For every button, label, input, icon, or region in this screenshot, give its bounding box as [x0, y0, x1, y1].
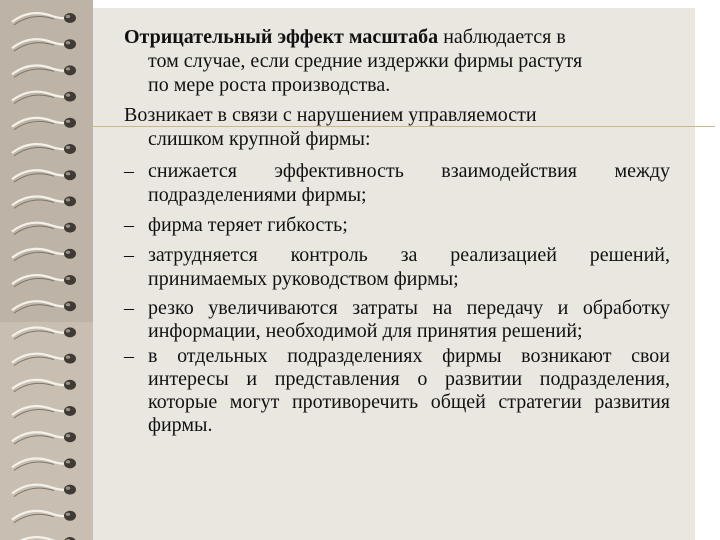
spiral-coil [12, 249, 76, 261]
spiral-coil [12, 406, 76, 418]
list-item-text: в отдельных подразделениях фирмы возникают свои интересы и представления о развитии подразделения, которые могут противоречить общей стратегии развития фирмы. [148, 345, 670, 436]
list-item [124, 297, 670, 343]
spiral-coil [12, 196, 76, 208]
spiral-coil [12, 223, 76, 235]
spiral-coil [12, 92, 76, 104]
list-item [124, 345, 670, 437]
paragraph2-line2: слишком крупной фирмы: [148, 128, 371, 150]
spiral-coil [12, 511, 76, 523]
paragraph1-line2: том случае, если средние издержки фирмы растутя [148, 50, 583, 72]
paragraph2-line1: Возникает в связи с нарушением управляемости [124, 104, 537, 126]
list-item-text: затрудняется контроль за реализацией решений, принимаемых руководством фирмы; [148, 244, 670, 290]
bullet-dash: – [124, 160, 134, 182]
spiral-coil [12, 65, 76, 77]
spiral-coil [12, 118, 76, 130]
list-item [124, 159, 670, 207]
bullet-dash: – [124, 214, 134, 236]
spiral-coil [12, 144, 76, 156]
list-item [124, 243, 670, 291]
paragraph-negative-scale-effect [124, 25, 670, 97]
spiral-coil [12, 13, 76, 25]
slide-text [124, 25, 670, 437]
list-item-text: фирма теряет гибкость; [148, 214, 348, 236]
spiral-coil [12, 458, 76, 470]
paragraph1-line1-rest: наблюдается в [438, 26, 566, 48]
spiral-coil [12, 39, 76, 51]
spiral-coil [12, 301, 76, 313]
spiral-coil [12, 275, 76, 287]
bullet-dash: – [124, 345, 134, 367]
list-item-text: резко увеличиваются затраты на передачу и обработку информации, необходимой для принятия решений; [148, 297, 670, 342]
term-negative-scale-effect: Отрицательный эффект масштаба [124, 26, 439, 48]
list-item-text: снижается эффективность взаимодействия между подразделениями фирмы; [148, 160, 670, 206]
bullet-dash: – [124, 297, 134, 319]
spiral-coil [12, 380, 76, 392]
spiral-coil [12, 485, 76, 497]
list-item [124, 213, 670, 237]
spiral-coil [12, 354, 76, 366]
spiral-coil [12, 327, 76, 339]
spiral-coil [12, 432, 76, 444]
paragraph1-line3: по мере роста производства. [148, 74, 391, 96]
spiral-binding-decoration [0, 0, 93, 540]
paragraph-cause [124, 103, 670, 151]
spiral-coil [12, 170, 76, 182]
bullet-dash: – [124, 244, 134, 266]
